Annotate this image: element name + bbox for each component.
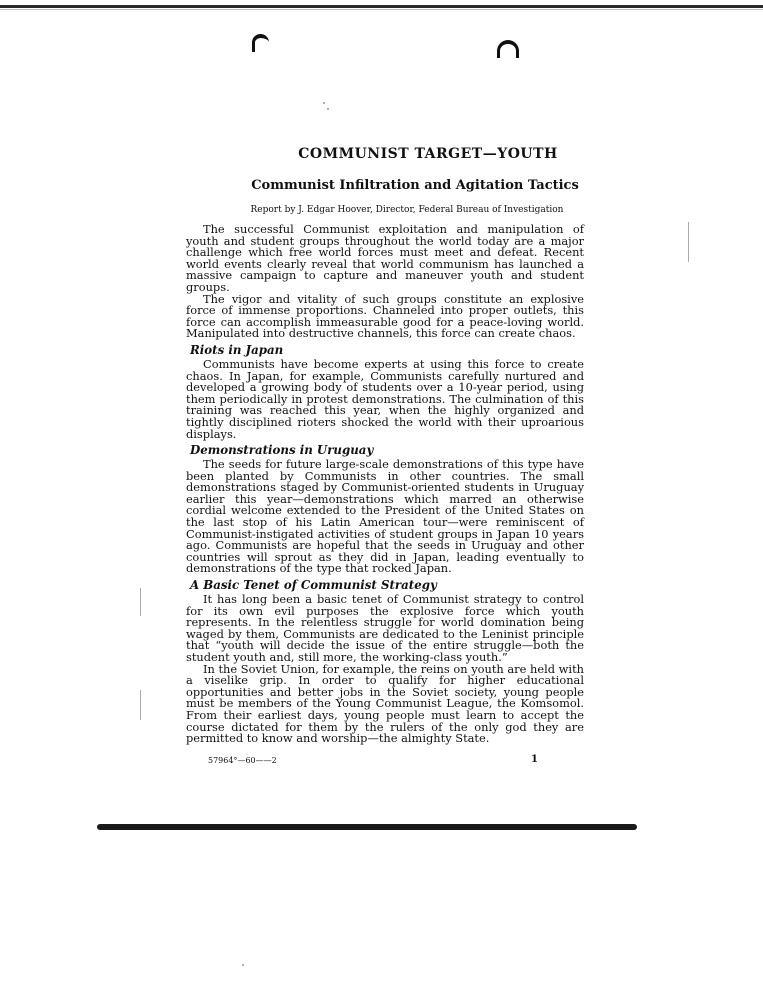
scan-speck xyxy=(327,108,329,110)
punch-hole-right-icon xyxy=(497,40,519,58)
scan-edge-bottom xyxy=(97,824,637,830)
scan-edge-top xyxy=(0,5,763,8)
section-heading-uruguay: Demonstrations in Uruguay xyxy=(190,443,374,458)
section-heading-basic-tenet: A Basic Tenet of Communist Strategy xyxy=(190,578,437,593)
margin-mark xyxy=(688,222,689,262)
margin-mark xyxy=(140,588,141,616)
print-code: 57964°—60——2 xyxy=(208,755,277,765)
section-heading-riots-japan: Riots in Japan xyxy=(190,342,284,357)
section-paragraph: In the Soviet Union, for example, the reins on youth are held with a viselike grip. In order to qualify for higher educational opportunities and better jobs in the Soviet society, young people must be members of the Young Communist League, the Komsomol. From their earliest days, young people must learn to accept the course dictated for them by the rulers of the only god they are permitted to know and worship—the almighty State. xyxy=(186,661,584,746)
section-paragraph: It has long been a basic tenet of Communist strategy to control for its own evil purposes the explosive force which youth represents. In the relentless struggle for world domination being waged by them, Communists are dedicated to the Leninist principle that “youth will decide the issue of the entire struggle—both the student youth and, still more, the working-class youth.” xyxy=(186,592,584,664)
margin-mark xyxy=(140,690,141,720)
scan-speck xyxy=(242,964,244,966)
document-title: COMMUNIST TARGET—YOUTH xyxy=(298,146,558,162)
page-number: 1 xyxy=(531,753,538,765)
scan-edge-top-shadow xyxy=(0,9,763,10)
section-paragraph: The seeds for future large-scale demonstrations of this type have been planted by Communists in other countries. The small demonstrations staged by Communist-oriented students in Uruguay earlier this year—demonstrations which marred an otherwise cordial welcome extended to the President of the United States on the last stop of his Latin American tour—were reminiscent of Communist-instigated activities of student groups in Japan 10 years ago. Communists are hopeful that the seeds in Uruguay and other countries will sprout as they did in Japan, leading eventually to demonstrations of the type that rocked Japan. xyxy=(186,457,584,576)
intro-paragraph-2: The vigor and vitality of such groups constitute an explosive force of immense proportions. Channeled into proper outlets, this force can accomplish immeasurable good for a peace-loving world. Manipulated into destructive channels, this force can create chaos. xyxy=(186,291,584,341)
scan-speck xyxy=(323,102,325,104)
section-paragraph: Communists have become experts at using this force to create chaos. In Japan, for example, Communists carefully nurtured and developed a growing body of students over a 10-year period, using them periodically in protest demonstrations. The culmination of this training was reached this year, when the highly organized and tightly disciplined rioters shocked the world with their uproarious displays. xyxy=(186,356,584,441)
byline: Report by J. Edgar Hoover, Director, Federal Bureau of Investigation xyxy=(250,205,564,215)
intro-paragraph-1: The successful Communist exploitation and manipulation of youth and student groups throughout the world today are a major challenge which free world forces must meet and defeat. Recent world events clearly reveal that world communism has launched a massive campaign to capture and maneuver youth and student groups. xyxy=(186,222,584,294)
document-page xyxy=(186,140,584,770)
punch-hole-left-icon xyxy=(252,34,269,52)
page-footer xyxy=(186,754,584,770)
document-subtitle: Communist Infiltration and Agitation Tactics xyxy=(251,178,579,193)
